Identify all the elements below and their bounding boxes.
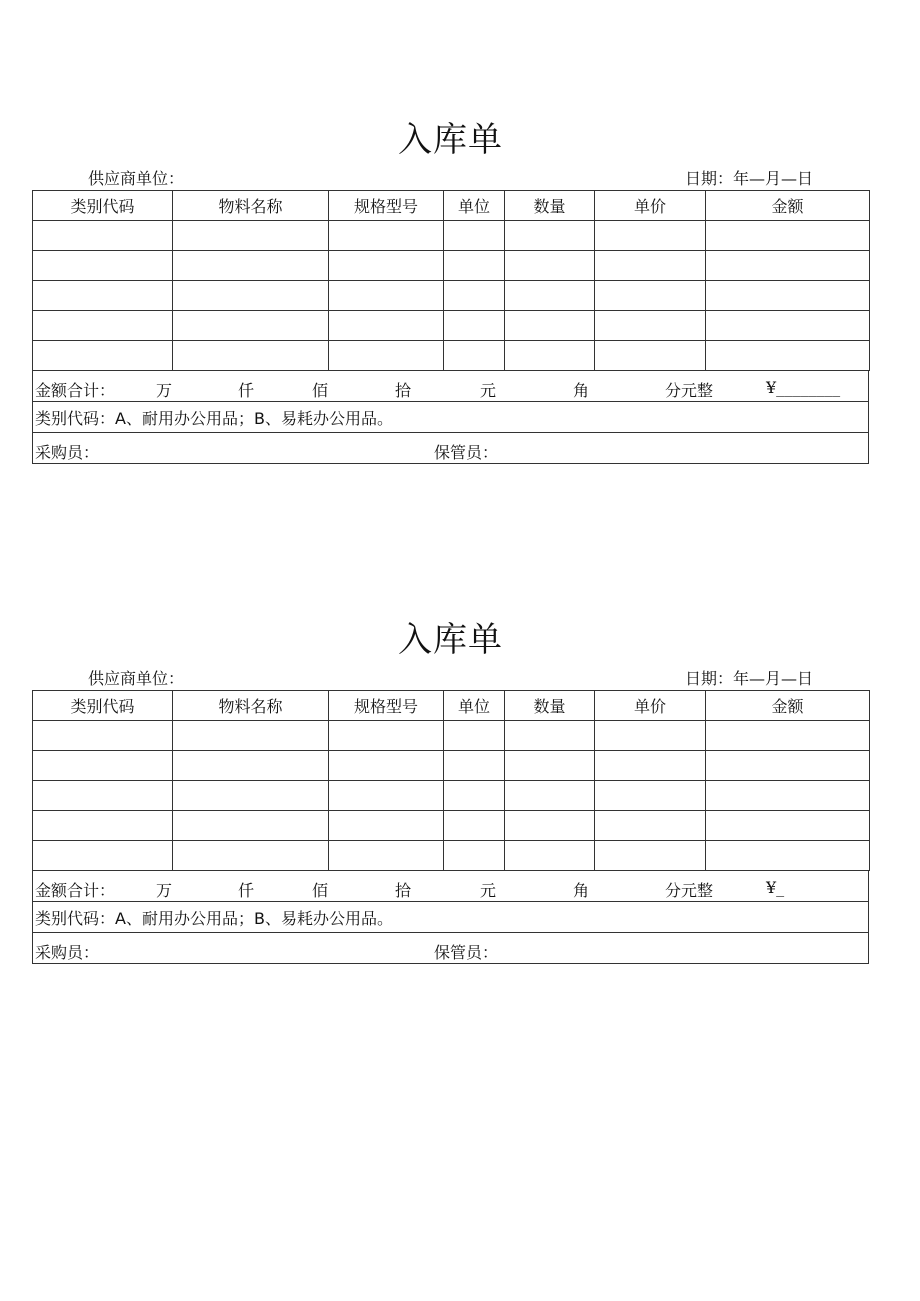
table-cell[interactable] (444, 721, 505, 751)
table-cell[interactable] (505, 281, 595, 311)
table-cell[interactable] (595, 751, 706, 781)
col-header-material: 物料名称 (173, 191, 329, 221)
unit-fen-yuan-zheng: 分元整 (665, 881, 714, 900)
table-cell[interactable] (706, 281, 870, 311)
table-cell[interactable] (505, 781, 595, 811)
table-cell[interactable] (595, 841, 706, 871)
table-cell[interactable] (33, 811, 173, 841)
table-body (33, 221, 870, 371)
unit-bai: 佰 (312, 881, 329, 900)
table-cell[interactable] (33, 341, 173, 371)
table-cell[interactable] (505, 751, 595, 781)
table-cell[interactable] (706, 221, 870, 251)
table-cell[interactable] (33, 751, 173, 781)
note-code-a: A (115, 909, 126, 928)
table-cell[interactable] (444, 781, 505, 811)
table-cell[interactable] (505, 311, 595, 341)
buyer-label: 采购员： (35, 443, 100, 462)
category-note (35, 406, 393, 429)
table-cell[interactable] (706, 311, 870, 341)
note-text-b: 、易耗办公用品。 (264, 409, 393, 428)
category-note (35, 906, 393, 929)
table-cell[interactable] (595, 251, 706, 281)
table-cell[interactable] (595, 341, 706, 371)
table-cell[interactable] (329, 721, 444, 751)
table-cell[interactable] (444, 751, 505, 781)
col-header-unit: 单位 (444, 191, 505, 221)
amount-total-label: 金额合计： (35, 381, 116, 400)
table-cell[interactable] (444, 841, 505, 871)
table-cell[interactable] (595, 781, 706, 811)
table-cell[interactable] (33, 251, 173, 281)
table-cell[interactable] (706, 721, 870, 751)
unit-jiao: 角 (573, 881, 590, 900)
table-cell[interactable] (329, 311, 444, 341)
table-cell[interactable] (505, 811, 595, 841)
col-header-amount: 金额 (706, 191, 870, 221)
keeper-label: 保管员： (434, 443, 499, 462)
category-note-row (32, 402, 869, 433)
table-cell[interactable] (444, 311, 505, 341)
table-row (33, 251, 870, 281)
table-cell[interactable] (329, 781, 444, 811)
note-prefix: 类别代码： (35, 909, 116, 928)
note-text-a: 、耐用办公用品； (125, 909, 254, 928)
date-label: 日期：年—月—日 (684, 169, 813, 188)
table-cell[interactable] (595, 281, 706, 311)
col-header-amount: 金额 (706, 691, 870, 721)
table-cell[interactable] (444, 221, 505, 251)
unit-jiao: 角 (573, 381, 590, 400)
table-row (33, 311, 870, 341)
table-cell[interactable] (173, 311, 329, 341)
table-cell[interactable] (595, 721, 706, 751)
table-cell[interactable] (505, 721, 595, 751)
table-cell[interactable] (706, 841, 870, 871)
currency-amount: ¥_ (766, 878, 785, 897)
table-cell[interactable] (173, 221, 329, 251)
table-cell[interactable] (706, 781, 870, 811)
table-cell[interactable] (33, 721, 173, 751)
col-header-category: 类别代码 (33, 191, 173, 221)
keeper-label: 保管员： (434, 943, 499, 962)
table-cell[interactable] (505, 341, 595, 371)
table-cell[interactable] (595, 811, 706, 841)
table-cell[interactable] (706, 251, 870, 281)
table-cell[interactable] (173, 251, 329, 281)
table-cell[interactable] (595, 221, 706, 251)
col-header-price: 单价 (595, 691, 706, 721)
col-header-spec: 规格型号 (329, 191, 444, 221)
table-cell[interactable] (444, 251, 505, 281)
form-meta-row (32, 160, 869, 190)
col-header-quantity: 数量 (505, 691, 595, 721)
table-row (33, 341, 870, 371)
unit-yuan: 元 (480, 881, 497, 900)
amount-total-label: 金额合计： (35, 881, 116, 900)
table-row (33, 781, 870, 811)
items-table (32, 690, 870, 871)
table-header-row (33, 691, 870, 721)
table-cell[interactable] (329, 281, 444, 311)
supplier-label: 供应商单位： (88, 669, 185, 688)
table-cell[interactable] (33, 281, 173, 311)
receipt-form-2 (32, 620, 869, 964)
note-code-a: A (115, 409, 126, 428)
unit-fen-yuan-zheng: 分元整 (665, 381, 714, 400)
unit-wan: 万 (156, 881, 173, 900)
table-row (33, 841, 870, 871)
table-cell[interactable] (329, 341, 444, 371)
table-cell[interactable] (33, 841, 173, 871)
unit-bai: 佰 (312, 381, 329, 400)
table-cell[interactable] (706, 811, 870, 841)
supplier-label: 供应商单位： (88, 169, 185, 188)
col-header-price: 单价 (595, 191, 706, 221)
signature-row (32, 933, 869, 964)
table-cell[interactable] (173, 781, 329, 811)
col-header-spec: 规格型号 (329, 691, 444, 721)
table-header-row (33, 191, 870, 221)
col-header-quantity: 数量 (505, 191, 595, 221)
note-code-b: B (253, 909, 265, 928)
unit-yuan: 元 (480, 381, 497, 400)
receipt-form-1 (32, 120, 869, 464)
unit-wan: 万 (156, 381, 173, 400)
amount-total-row (32, 871, 869, 902)
table-cell[interactable] (505, 841, 595, 871)
table-cell[interactable] (173, 281, 329, 311)
note-text-a: 、耐用办公用品； (125, 409, 254, 428)
buyer-label: 采购员： (35, 943, 100, 962)
table-cell[interactable] (329, 811, 444, 841)
table-cell[interactable] (33, 781, 173, 811)
table-cell[interactable] (329, 221, 444, 251)
table-cell[interactable] (173, 811, 329, 841)
unit-qian: 仟 (238, 881, 255, 900)
table-cell[interactable] (505, 221, 595, 251)
table-cell[interactable] (706, 751, 870, 781)
table-cell[interactable] (444, 811, 505, 841)
table-cell[interactable] (329, 251, 444, 281)
unit-shi: 拾 (395, 881, 412, 900)
table-cell[interactable] (33, 311, 173, 341)
form-title: 入库单 (398, 620, 503, 660)
table-cell[interactable] (444, 341, 505, 371)
table-cell[interactable] (595, 311, 706, 341)
table-cell[interactable] (505, 251, 595, 281)
table-cell[interactable] (173, 751, 329, 781)
note-prefix: 类别代码： (35, 409, 116, 428)
table-cell[interactable] (173, 341, 329, 371)
table-row (33, 811, 870, 841)
table-body (33, 721, 870, 871)
table-row (33, 751, 870, 781)
table-row (33, 721, 870, 751)
signature-row (32, 433, 869, 464)
unit-shi: 拾 (395, 381, 412, 400)
amount-total-row (32, 371, 869, 402)
table-cell[interactable] (706, 341, 870, 371)
col-header-material: 物料名称 (173, 691, 329, 721)
table-cell[interactable] (329, 751, 444, 781)
category-note-row (32, 902, 869, 933)
col-header-unit: 单位 (444, 691, 505, 721)
table-row (33, 221, 870, 251)
items-table (32, 190, 870, 371)
table-cell[interactable] (173, 841, 329, 871)
form-title: 入库单 (398, 120, 503, 160)
col-header-category: 类别代码 (33, 691, 173, 721)
unit-qian: 仟 (238, 381, 255, 400)
form-meta-row (32, 660, 869, 690)
table-cell[interactable] (444, 281, 505, 311)
table-cell[interactable] (173, 721, 329, 751)
table-cell[interactable] (33, 221, 173, 251)
currency-amount: ¥________ (766, 378, 841, 397)
table-row (33, 281, 870, 311)
date-label: 日期：年—月—日 (684, 669, 813, 688)
table-cell[interactable] (329, 841, 444, 871)
note-code-b: B (253, 409, 265, 428)
note-text-b: 、易耗办公用品。 (264, 909, 393, 928)
